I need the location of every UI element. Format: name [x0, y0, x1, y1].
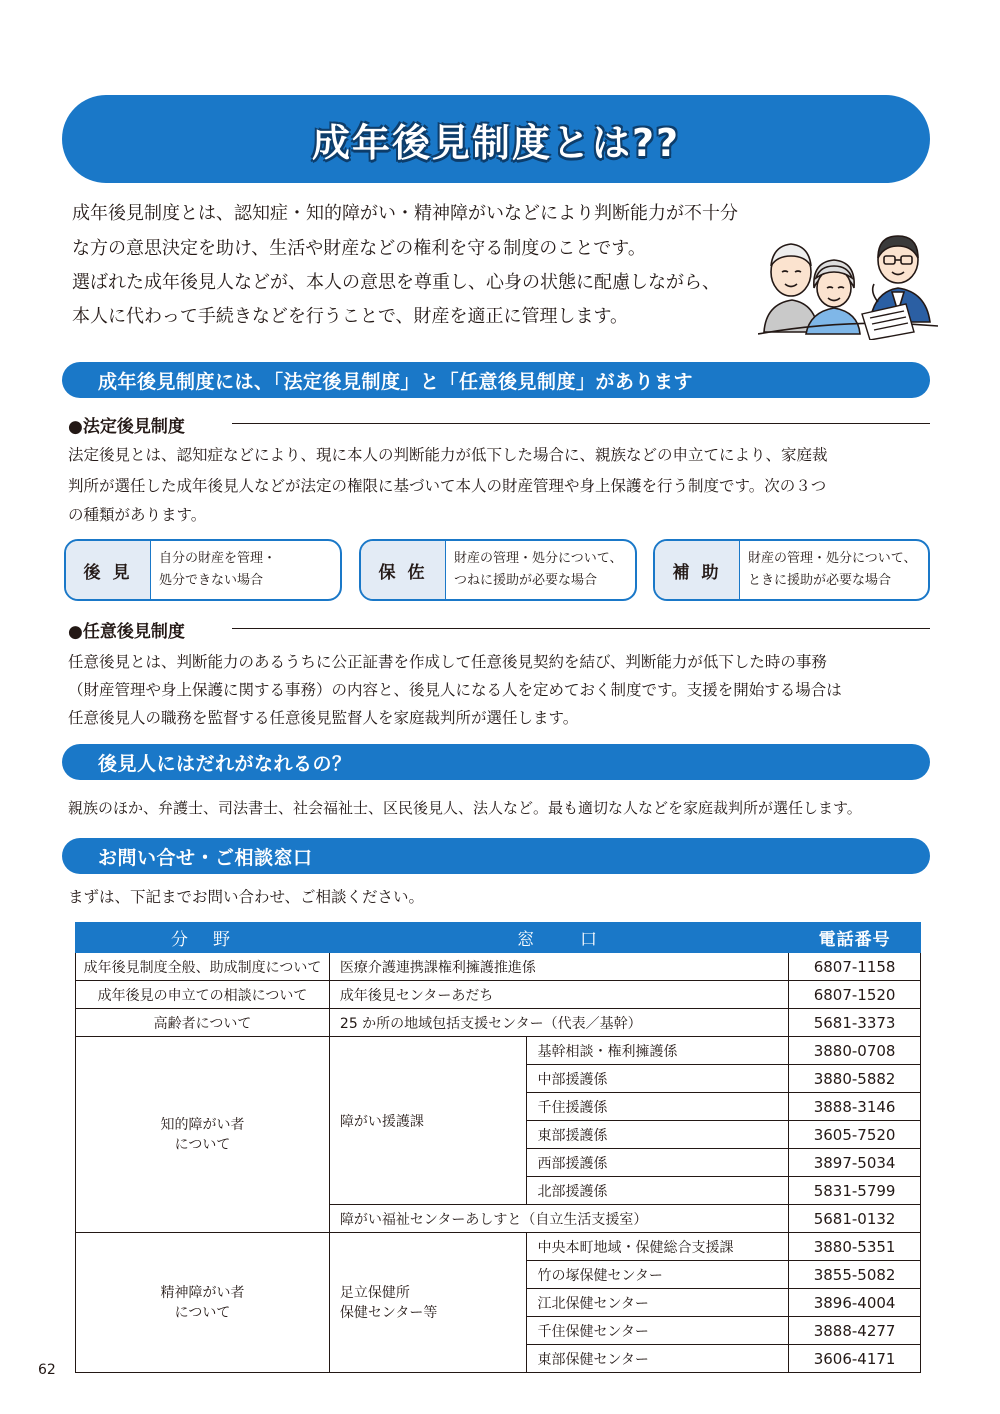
elderly-man-figure	[764, 244, 818, 332]
page-title: 成年後見制度とは??	[311, 120, 681, 165]
field-cell-disability	[76, 1037, 330, 1233]
sub-window-cell: 基幹相談・権利擁護係	[527, 1037, 789, 1065]
title-banner	[62, 95, 930, 183]
window-cell-mental	[329, 1233, 527, 1373]
phone-cell: 6807-1158	[789, 953, 921, 981]
table-row	[76, 1037, 921, 1065]
type-desc-line: つねに援助が必要な場合	[454, 573, 598, 588]
field-cell: 成年後見制度全般、助成制度について	[76, 953, 330, 981]
type-desc-line: 自分の財産を管理・	[159, 551, 277, 566]
intro-line: 成年後見制度とは、認知症・知的障がい・精神障がいなどにより判断能力が不十分	[72, 203, 738, 224]
type-box-curatorship	[359, 539, 637, 601]
field-line: 精神障がい者	[160, 1284, 245, 1301]
field-line: 知的障がい者	[160, 1116, 245, 1133]
who-text: 親族のほか、弁護士、司法書士、社会福祉士、区民後見人、法人など。最も適切な人などを家庭裁判所が選任します。	[68, 799, 862, 817]
sub-window-cell: 中部援護係	[527, 1065, 789, 1093]
type-box-assistance	[653, 539, 930, 601]
table-row	[76, 1009, 921, 1037]
sub-window-cell: 北部援護係	[527, 1177, 789, 1205]
intro-line: 選ばれた成年後見人などが、本人の意思を尊重し、心身の状態に配慮しながら、	[72, 272, 720, 293]
type-desc-line: 財産の管理・処分について、	[454, 551, 623, 566]
window-cell: 成年後見センターあだち	[329, 981, 788, 1009]
field-line: について	[174, 1136, 231, 1153]
consultation-illustration	[758, 222, 938, 340]
type-desc-line: ときに援助が必要な場合	[748, 573, 892, 588]
sub-window-cell: 千住援護係	[527, 1093, 789, 1121]
section-heading-contact: お問い合せ・ご相談窓口	[62, 838, 930, 874]
voluntary-guardianship-heading: ●任意後見制度	[68, 622, 185, 642]
phone-cell: 3606-4171	[789, 1345, 921, 1373]
window-cell: 医療介護連携課権利擁護推進係	[329, 953, 788, 981]
field-cell: 高齢者について	[76, 1009, 330, 1037]
section-heading-who: 後見人にはだれがなれるの？	[62, 744, 930, 780]
field-cell: 成年後見の申立ての相談について	[76, 981, 330, 1009]
elderly-woman-figure	[806, 260, 860, 334]
type-name: 後 見	[66, 541, 151, 599]
phone-cell: 6807-1520	[789, 981, 921, 1009]
contact-lead: まずは、下記までお問い合わせ、ご相談ください。	[68, 888, 425, 906]
field-cell-mental	[76, 1233, 330, 1373]
sub-window-cell: 江北保健センター	[527, 1289, 789, 1317]
phone-cell: 3888-3146	[789, 1093, 921, 1121]
header-phone: 電話番号	[789, 923, 921, 953]
page-number: 62	[38, 1362, 56, 1378]
field-line: について	[174, 1304, 231, 1321]
phone-cell: 3880-5351	[789, 1233, 921, 1261]
legal-text-line: 法定後見とは、認知症などにより、現に本人の判断能力が低下した場合に、親族などの申立てにより、家庭裁	[68, 446, 828, 464]
intro-line: な方の意思決定を助け、生活や財産などの権利を守る制度のことです。	[72, 238, 646, 259]
type-description	[151, 541, 340, 599]
window-line: 足立保健所	[339, 1284, 410, 1301]
divider	[232, 628, 930, 629]
phone-cell: 3880-0708	[789, 1037, 921, 1065]
document-icon	[862, 304, 914, 340]
window-cell: 障がい福祉センターあしすと（自立生活支援室）	[329, 1205, 788, 1233]
legal-text-line: 判所が選任した成年後見人などが法定の権限に基づいて本人の財産管理や身上保護を行う制度です。次の３つ	[68, 477, 827, 495]
table-header-row	[76, 923, 921, 953]
type-description	[740, 541, 928, 599]
voluntary-text-line: （財産管理や身上保護に関する事務）の内容と、後見人になる人を定めておく制度です。支援を開始する場合は	[68, 681, 842, 699]
sub-window-cell: 竹の塚保健センター	[527, 1261, 789, 1289]
type-name: 補 助	[655, 541, 740, 599]
sub-window-cell: 東部援護係	[527, 1121, 789, 1149]
sub-window-cell: 中央本町地域・保健総合支援課	[527, 1233, 789, 1261]
header-window: 窓 口	[329, 923, 788, 953]
phone-cell: 3855-5082	[789, 1261, 921, 1289]
voluntary-text-line: 任意後見人の職務を監督する任意後見監督人を家庭裁判所が選任します。	[68, 709, 579, 727]
window-cell-disability: 障がい援護課	[329, 1037, 527, 1205]
sub-window-cell: 西部援護係	[527, 1149, 789, 1177]
legal-guardianship-heading: ●法定後見制度	[68, 417, 185, 437]
divider	[232, 423, 930, 424]
phone-cell: 3897-5034	[789, 1149, 921, 1177]
voluntary-text-line: 任意後見とは、判断能力のあるうちに公正証書を作成して任意後見契約を結び、判断能力が低下した時の事務	[68, 653, 827, 671]
window-cell: 25 か所の地域包括支援センター（代表／基幹）	[329, 1009, 788, 1037]
type-description	[446, 541, 635, 599]
table-row	[76, 981, 921, 1009]
sub-window-cell: 千住保健センター	[527, 1317, 789, 1345]
intro-line: 本人に代わって手続きなどを行うことで、財産を適正に管理します。	[72, 306, 629, 327]
table-row	[76, 1233, 921, 1261]
header-field: 分 野	[76, 923, 330, 953]
phone-cell: 3605-7520	[789, 1121, 921, 1149]
legal-text-line: の種類があります。	[68, 506, 207, 524]
window-line: 保健センター等	[339, 1304, 438, 1321]
type-name: 保 佐	[361, 541, 446, 599]
phone-cell: 3880-5882	[789, 1065, 921, 1093]
phone-cell: 5681-0132	[789, 1205, 921, 1233]
sub-window-cell: 東部保健センター	[527, 1345, 789, 1373]
contact-table	[75, 922, 921, 1373]
type-desc-line: 財産の管理・処分について、	[748, 551, 917, 566]
section-heading-systems: 成年後見制度には、「法定後見制度」と「任意後見制度」があります	[62, 362, 930, 398]
phone-cell: 5831-5799	[789, 1177, 921, 1205]
phone-cell: 5681-3373	[789, 1009, 921, 1037]
phone-cell: 3888-4277	[789, 1317, 921, 1345]
phone-cell: 3896-4004	[789, 1289, 921, 1317]
type-box-guardianship	[64, 539, 342, 601]
type-desc-line: 処分できない場合	[159, 573, 264, 588]
table-row	[76, 953, 921, 981]
